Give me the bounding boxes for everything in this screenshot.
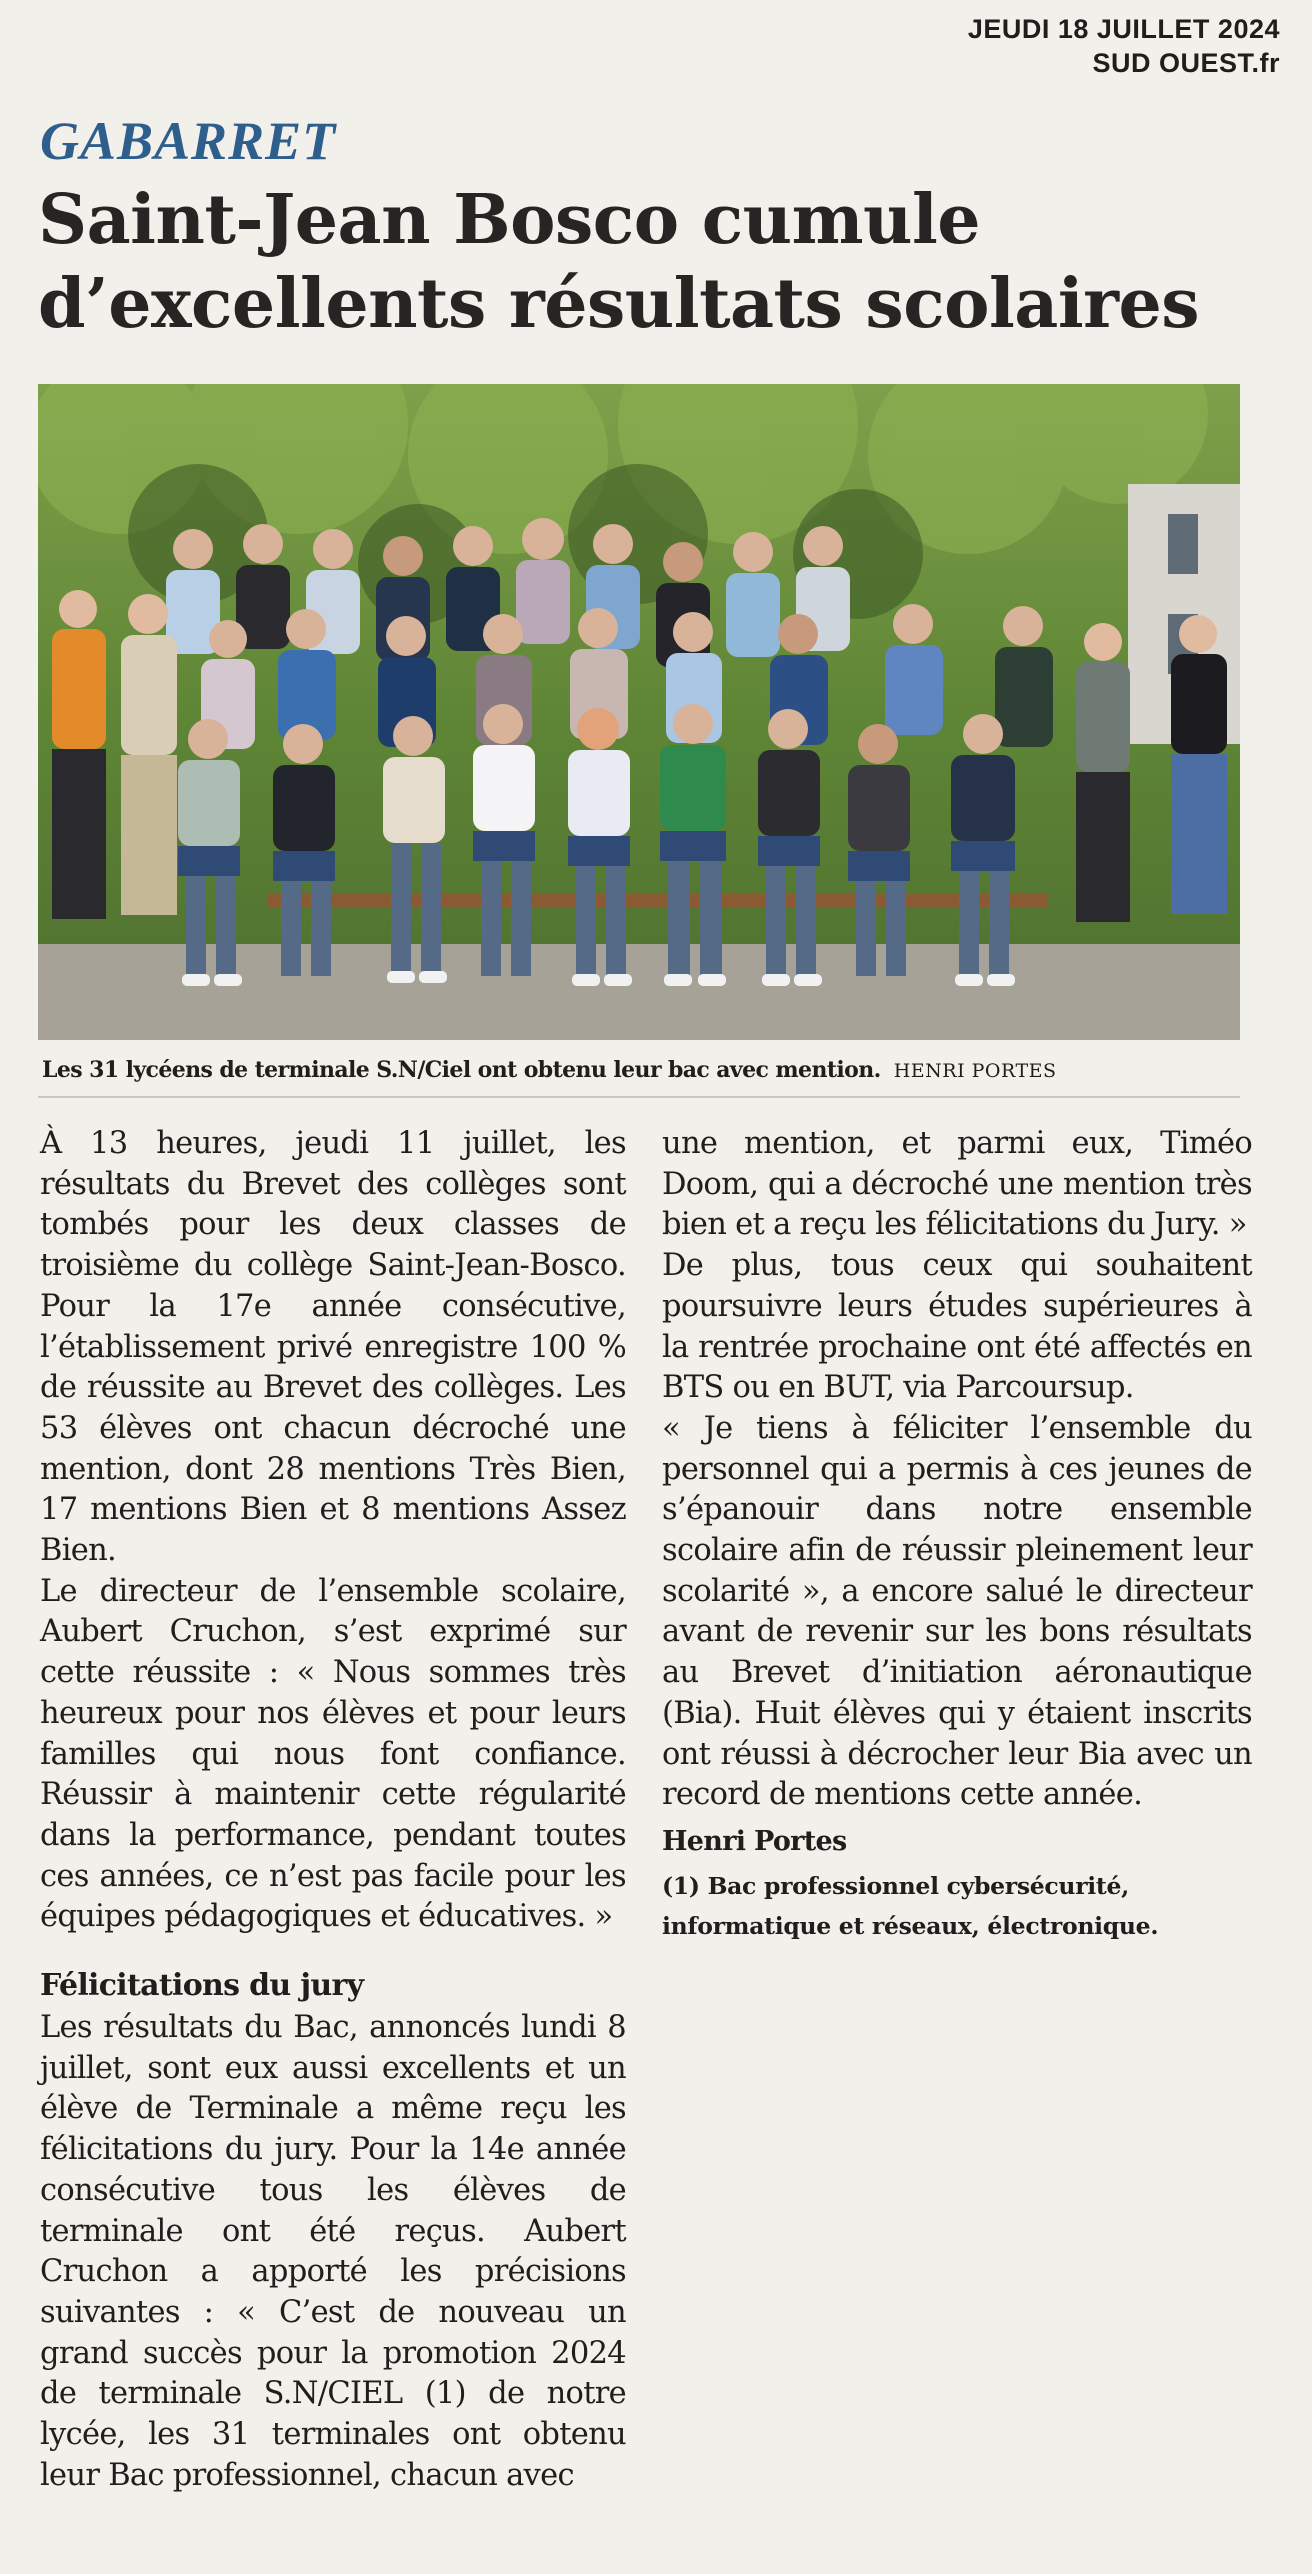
group-photo-illustration <box>38 384 1240 1040</box>
photo-credit: HENRI PORTES <box>893 1060 1057 1082</box>
article-body-left-column <box>40 1124 626 2497</box>
body-paragraph: De plus, tous ceux qui souhaitent poursuivre leurs études supérieures à la rentrée prochaine ont été affectés en BTS ou en BUT, via Parcoursup. <box>662 1248 1252 1406</box>
publication-date: JEUDI 18 JUILLET 2024 <box>967 14 1280 44</box>
caption-text: Les 31 lycéens de terminale S.N/Ciel ont obtenu leur bac avec mention. <box>42 1057 881 1083</box>
article-headline: Saint-Jean Bosco cumule d’excellents résultats scolaires <box>38 180 1200 344</box>
article-body-right-column-flow <box>662 1124 1252 1946</box>
group-photo <box>38 384 1240 1040</box>
body-paragraph: « Je tiens à féliciter l’ensemble du personnel qui a permis à ces jeunes de s’épanouir dans notre ensemble scolaire afin de réussir pleinement leur scolarité », a encore salué le directeur avant de revenir sur les bons résultats au Brevet d’initiation aéronautique (Bia). Huit élèves qui y étaient inscrits ont réussi à décrocher leur Bia avec un record de mentions cette année. <box>662 1410 1252 1813</box>
caption-divider <box>38 1096 1240 1098</box>
photo-caption <box>42 1056 1282 1085</box>
body-paragraph-continued: une mention, et parmi eux, Timéo Doom, qui a décroché une mention très bien et a reçu les félicitations du Jury. » <box>662 1126 1252 1243</box>
body-paragraph: À 13 heures, jeudi 11 juillet, les résultats du Brevet des collèges sont tombés pour les deux classes de troisième du collège Saint-Jean-Bosco. Pour la 17e année consécutive, l’établissement privé enregistre 100 % de réussite au Brevet des collèges. Les 53 élèves ont chacun décroché une mention, dont 28 mentions Très Bien, 17 mentions Bien et 8 mentions Assez Bien. <box>40 1126 626 1569</box>
publication-source: SUD OUEST.fr <box>1092 48 1280 78</box>
article-author: Henri Portes <box>662 1825 847 1857</box>
location-rubric: GABARRET <box>40 111 337 171</box>
body-paragraph: Les résultats du Bac, annoncés lundi 8 juillet, sont eux aussi excellents et un élève de Terminale a même reçu les félicitations du jury. Pour la 14e année consécutive tous les élèves de terminale ont été reçus. Aubert Cruchon a apporté les précisions suivantes : « C’est de nouveau un grand succès pour la promotion 2024 de terminale S.N/CIEL (1) de notre lycée, les 31 terminales ont obtenu leur Bac professionnel, chacun avec <box>40 2010 626 2493</box>
article-subheading: Félicitations du jury <box>40 1968 364 2004</box>
newspaper-header <box>780 12 1280 80</box>
article-footnote: (1) Bac professionnel cybersécurité, informatique et réseaux, électronique. <box>662 1871 1159 1940</box>
body-paragraph: Le directeur de l’ensemble scolaire, Aubert Cruchon, s’est exprimé sur cette réussite : « Nous sommes très heureux pour nos élèves et pour leurs familles qui nous font confiance. Réussir à maintenir cette régularité dans la performance, pendant toutes ces années, ce n’est pas facile pour les équipes pédagogiques et éducatives. » <box>40 1573 626 1935</box>
